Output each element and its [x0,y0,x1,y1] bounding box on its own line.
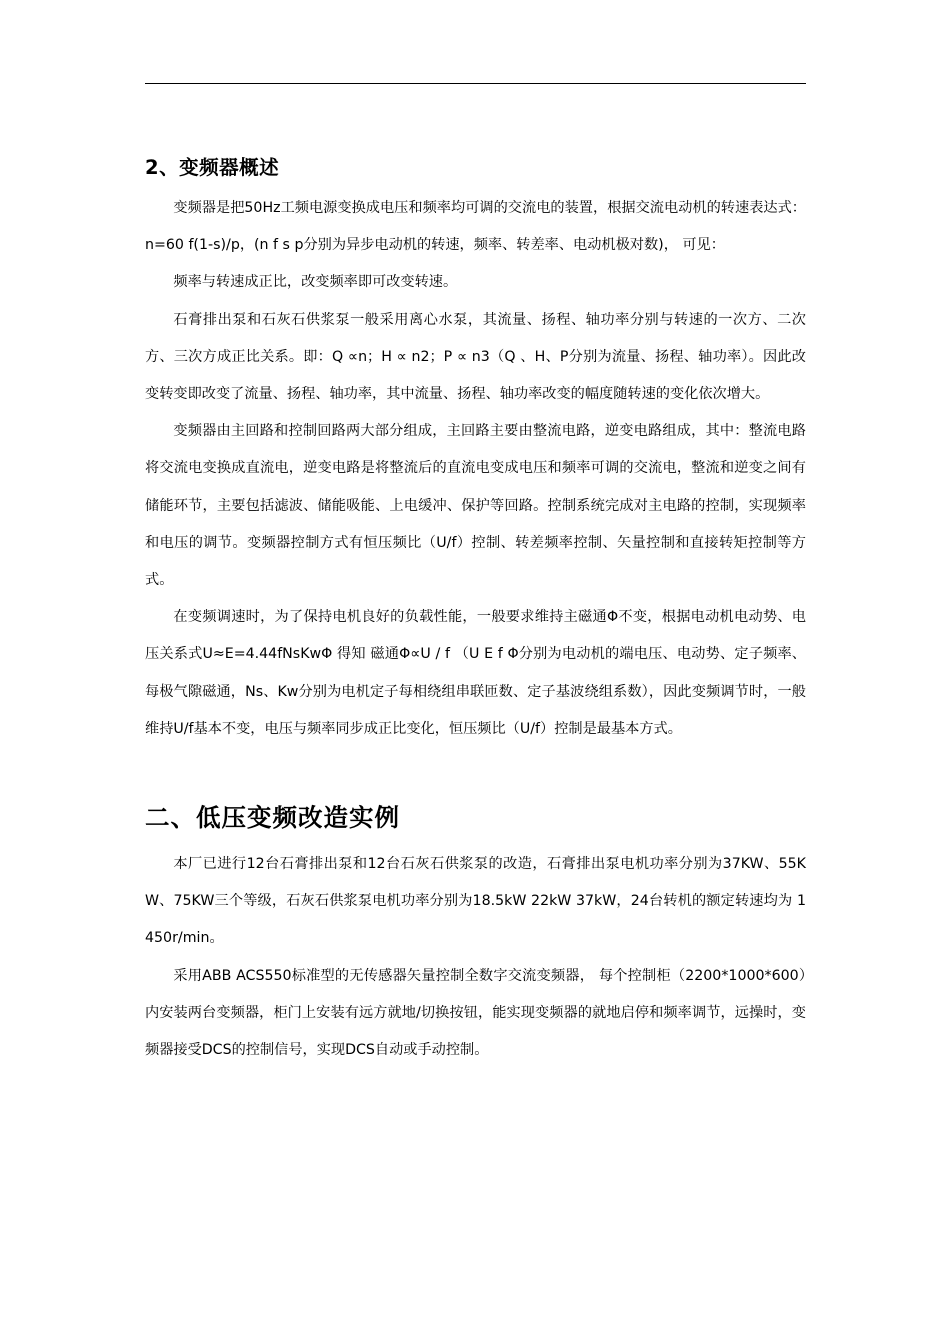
paragraph: 石膏排出泵和石灰石供浆泵一般采用离心水泵，其流量、扬程、轴功率分别与转速的一次方、二次方、三次方成正比关系。即：Q ∝n；H ∝ n2；P ∝ n3（Q 、H、P分别为流量、扬程、轴功率）。因此改变转变即改变了流量、扬程、轴功率，其中流量、扬程、轴功率改变的幅度随转速的变化依次增大。 [145,311,806,403]
paragraph: 本厂已进行12台石膏排出泵和12台石灰石供浆泵的改造，石膏排出泵电机功率分别为37KW、55KW、75KW三个等级，石灰石供浆泵电机功率分别为18.5kW 22kW 37kW，24台转机的额定转速均为 1450r/min。 [145,856,806,947]
paragraph: 采用ABB ACS550标准型的无传感器矢量控制全数字交流变频器， 每个控制柜（2200*1000*600）内安装两台变频器，柜门上安装有远方就地/切换按钮，能实现变频器的就地启停和频率调节，远操时，变频器接受DCS的控制信号，实现DCS自动或手动控制。 [145,967,806,1059]
paragraph: 频率与转速成正比，改变频率即可改变转速。 [173,274,458,291]
paragraph: 在变频调速时，为了保持电机良好的负载性能，一般要求维持主磁通Φ不变，根据电动机电动势、电压关系式U≈E=4.44fNsKwΦ 得知 磁通Φ∝U / f （U E f Φ分别为电动机的端电压、电动势、定子频率、每极气隙磁通，Ns、Kw分别为电机定子每相绕组串联匝数、定子基波绕组系数），因此变频调节时，一般维持U/f基本不变，电压与频率同步成正比变化，恒压频比（U/f）控制是最基本方式。 [145,609,806,737]
section-heading-retrofit-example: 二、低压变频改造实例 [145,803,400,833]
header-rule [145,83,806,84]
document-body [145,148,806,1069]
paragraph: 变频器由主回路和控制回路两大部分组成，主回路主要由整流电路，逆变电路组成，其中：整流电路将交流电变换成直流电，逆变电路是将整流后的直流电变成电压和频率可调的交流电，整流和逆变之间有储能环节，主要包括滤波、储能吸能、上电缓冲、保护等回路。控制系统完成对主电路的控制，实现频率和电压的调节。变频器控制方式有恒压频比（U/f）控制、转差频率控制、矢量控制和直接转矩控制等方式。 [145,423,806,589]
paragraph: 变频器是把50Hz工频电源变换成电压和频率均可调的交流电的装置，根据交流电动机的转速表达式： n=60 f(1-s)/p，(n f s p分别为异步电动机的转速，频率、转差率、电动机极对数)， 可见： [145,200,806,254]
section-heading-overview: 2、变频器概述 [145,156,280,179]
